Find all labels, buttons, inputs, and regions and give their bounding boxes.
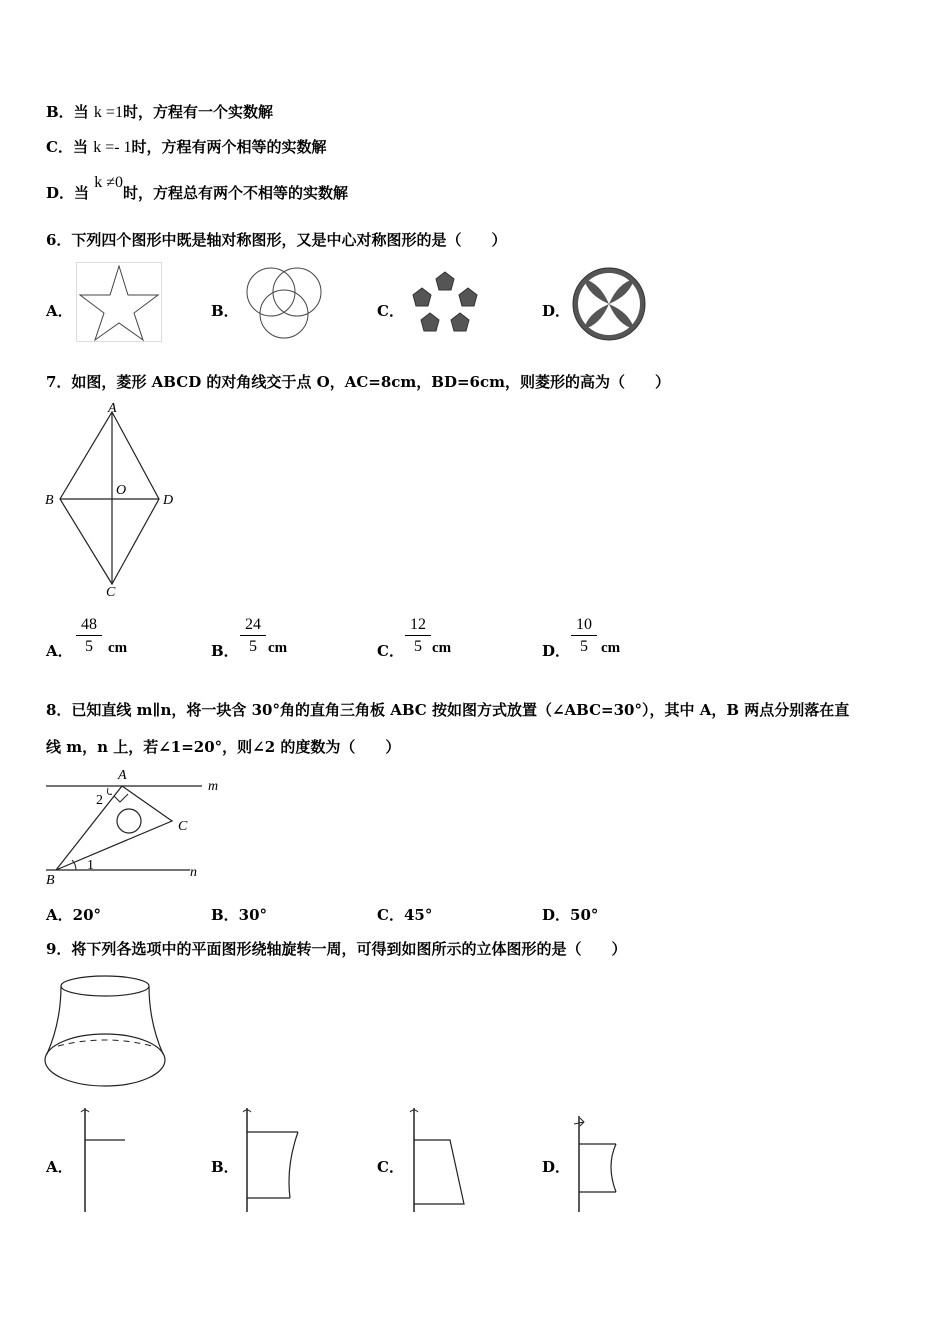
q6-stem: 6．下列四个图形中既是轴对称图形，又是中心对称图形的是（ ） — [46, 231, 507, 249]
star-figure — [76, 262, 162, 342]
fraction-b — [240, 616, 266, 656]
q7-stem: 7．如图，菱形 ABCD 的对角线交于点 O，AC=8cm，BD=6cm，则菱形的高为（ ） — [46, 373, 670, 391]
unit: cm — [432, 640, 452, 656]
q9-stem: 9．将下列各选项中的平面图形绕轴旋转一周，可得到如图所示的立体图形的是（ ） — [46, 940, 627, 958]
q7-option-a-label: A． — [46, 642, 73, 660]
q7-option-b-label: B． — [211, 642, 239, 660]
q5-option-c — [46, 136, 327, 157]
point-c-label: C — [178, 819, 188, 834]
q9-option-d-label: D． — [542, 1158, 571, 1176]
unit: cm — [601, 640, 621, 656]
shape-option-d — [570, 1114, 630, 1214]
numerator: 10 — [571, 616, 597, 636]
q7-option-c-label: C． — [377, 642, 404, 660]
option-label: D．当 — [46, 184, 90, 202]
triangle-parallel-lines-figure — [42, 766, 232, 888]
point-a-label: A — [118, 768, 127, 783]
q9-option-c-label: C． — [377, 1158, 404, 1176]
three-circles-figure — [240, 262, 332, 342]
option-text: 时，方程有两个相等的实数解 — [131, 138, 327, 156]
fraction-d — [571, 616, 597, 656]
numerator: 24 — [240, 616, 266, 636]
five-pentagons-figure — [404, 268, 486, 340]
q6-option-c-label: C． — [377, 302, 404, 320]
numerator: 48 — [76, 616, 102, 636]
denominator: 5 — [580, 638, 588, 655]
q5-option-d — [46, 174, 349, 203]
q5-option-b — [46, 101, 273, 122]
rhombus-figure — [42, 400, 182, 600]
denominator: 5 — [85, 638, 93, 655]
angle-2-label: 2 — [96, 793, 103, 808]
q8-option-a: A．20° — [46, 906, 102, 924]
line-n-label: n — [190, 865, 197, 880]
circle-petals-figure — [570, 265, 648, 343]
shape-option-b — [238, 1104, 308, 1214]
numerator: 12 — [405, 616, 431, 636]
shape-option-a — [76, 1104, 146, 1214]
unit: cm — [268, 640, 288, 656]
option-label: C．当 — [46, 138, 88, 156]
vertex-a-label: A — [108, 401, 117, 416]
vertex-d-label: D — [163, 493, 174, 508]
q8-option-c: C．45° — [377, 906, 433, 924]
option-label: B．当 — [46, 103, 89, 121]
q6-option-a-label: A． — [46, 302, 73, 320]
q8-stem-line2: 线 m，n 上，若∠1=20°，则∠2 的度数为（ ） — [46, 738, 401, 756]
q8-stem-line1: 8．已知直线 m∥n，将一块含 30°角的直角三角板 ABC 按如图方式放置（∠ABC=30°），其中 A，B 两点分别落在直 — [46, 701, 850, 719]
math-expression: k =- 1 — [93, 139, 132, 156]
math-expression: k ≠0 — [94, 174, 124, 191]
solid-of-revolution-figure — [42, 972, 172, 1092]
angle-1-label: 1 — [87, 858, 94, 873]
denominator: 5 — [249, 638, 257, 655]
q7-option-d-label: D． — [542, 642, 571, 660]
q9-option-b-label: B． — [211, 1158, 239, 1176]
option-text: 时，方程总有两个不相等的实数解 — [123, 184, 349, 202]
vertex-c-label: C — [106, 585, 116, 600]
q9-option-a-label: A． — [46, 1158, 73, 1176]
denominator: 5 — [414, 638, 422, 655]
vertex-b-label: B — [45, 493, 54, 508]
q6-option-d-label: D． — [542, 302, 571, 320]
unit: cm — [108, 640, 128, 656]
point-b-label: B — [46, 873, 55, 888]
math-expression: k =1 — [93, 104, 123, 121]
option-text: 时，方程有一个实数解 — [122, 103, 273, 121]
q8-option-d: D．50° — [542, 906, 599, 924]
fraction-c — [405, 616, 431, 656]
shape-option-c — [405, 1104, 475, 1214]
center-o-label: O — [116, 483, 127, 498]
fraction-a — [76, 616, 102, 656]
line-m-label: m — [208, 779, 219, 794]
q8-option-b: B．30° — [211, 906, 268, 924]
q6-option-b-label: B． — [211, 302, 239, 320]
